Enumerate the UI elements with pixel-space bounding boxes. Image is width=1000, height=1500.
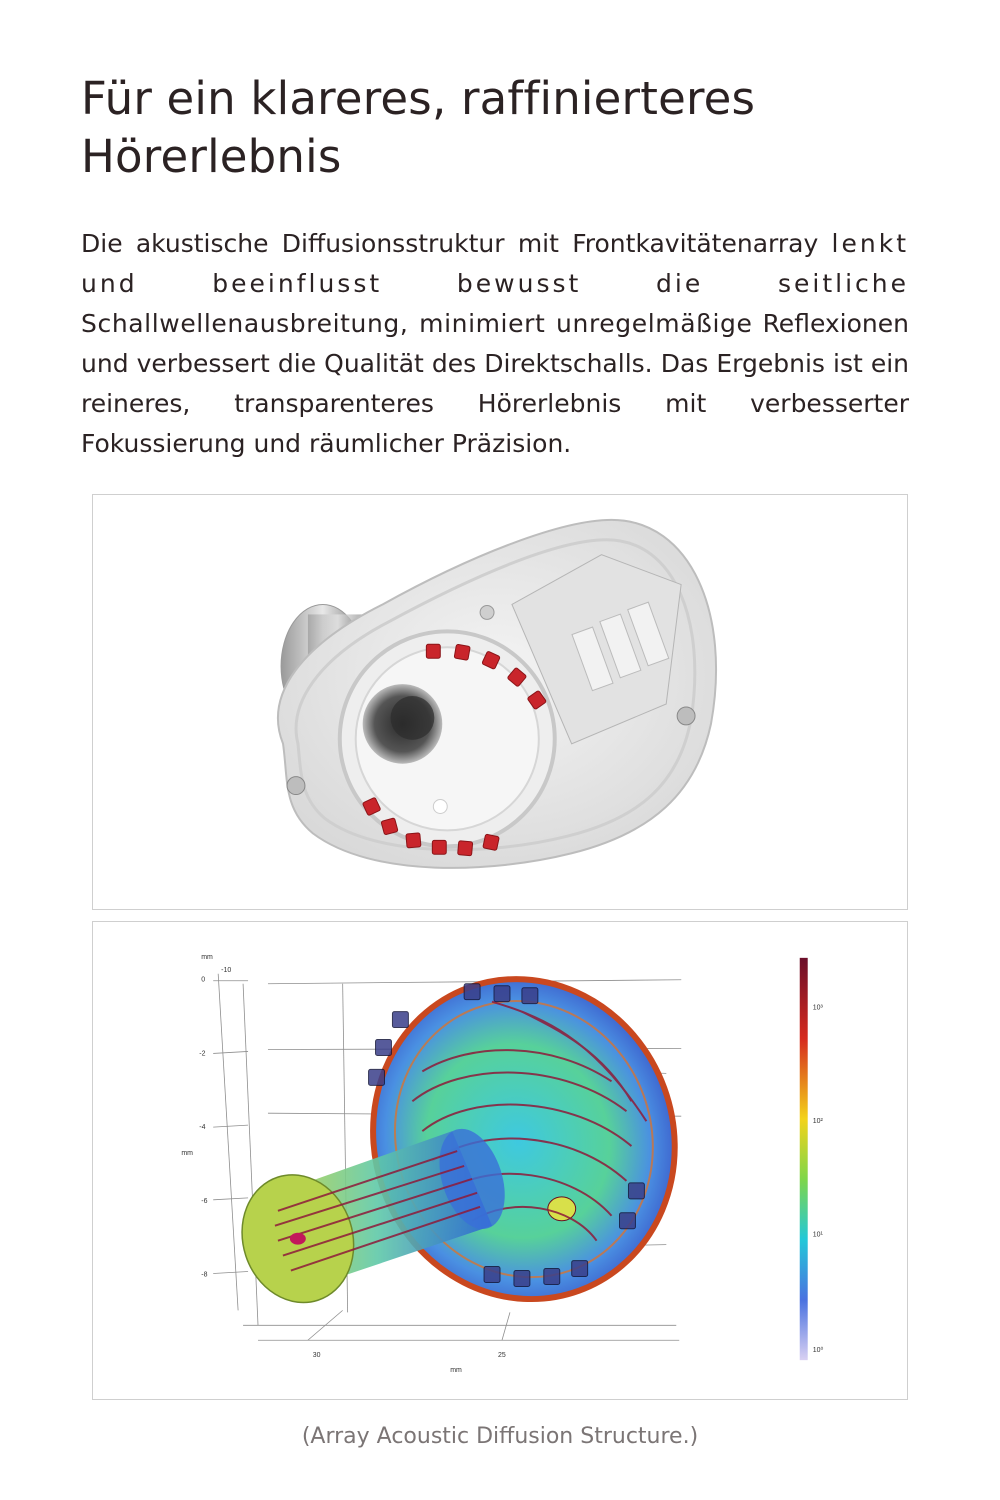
page-title: [81, 70, 941, 186]
description-line: Reflexionen und verbessert die Qualität des Direktschalls.: [81, 309, 909, 378]
description-line: Das Ergebnis ist ein reineres, transparenteres Hörerlebnis: [81, 349, 910, 418]
description-line: lenkt und beeinflusst bewusst die seitliche: [81, 229, 909, 298]
y-tick: -8: [201, 1271, 208, 1279]
colorbar-tick: 10¹: [812, 1231, 823, 1239]
colorbar-tick: 10³: [812, 1004, 823, 1012]
x-tick: 30: [312, 1352, 321, 1360]
axis-unit-top: mm: [201, 953, 213, 961]
acoustic-simulation-plot-icon: [93, 922, 907, 1399]
image-caption: (Array Acoustic Diffusion Structure.): [301, 1424, 699, 1449]
description-line: Schallwellenausbreitung, minimiert unregelmäßige: [81, 309, 753, 338]
description-paragraph: [81, 224, 909, 464]
y-tick: -2: [199, 1050, 206, 1058]
earphone-shell-render-icon: [93, 495, 907, 909]
colorbar-tick: 10²: [812, 1118, 823, 1126]
page-title-line-2: Hörerlebnis: [81, 130, 342, 183]
simulation-panel: [92, 921, 908, 1400]
x-tick-top: -10: [221, 966, 232, 974]
x-tick: 25: [498, 1352, 506, 1360]
description-line: mit verbesserter Fokussierung und räumlicher Präzision.: [81, 389, 909, 458]
colorbar: [800, 958, 824, 1360]
colorbar-tick: 10⁰: [812, 1347, 824, 1355]
y-tick: -4: [199, 1124, 206, 1132]
y-tick: -6: [201, 1197, 208, 1205]
y-tick: 0: [201, 976, 206, 984]
earphone-render-panel: [92, 494, 908, 910]
axis-unit-bottom: mm: [450, 1367, 462, 1375]
axis-unit-left: mm: [181, 1150, 193, 1158]
page-title-line-1: Für ein klareres, raffinierteres: [81, 72, 756, 125]
description-line: Die akustische Diffusionsstruktur mit Frontkavitätenarray: [81, 229, 819, 258]
